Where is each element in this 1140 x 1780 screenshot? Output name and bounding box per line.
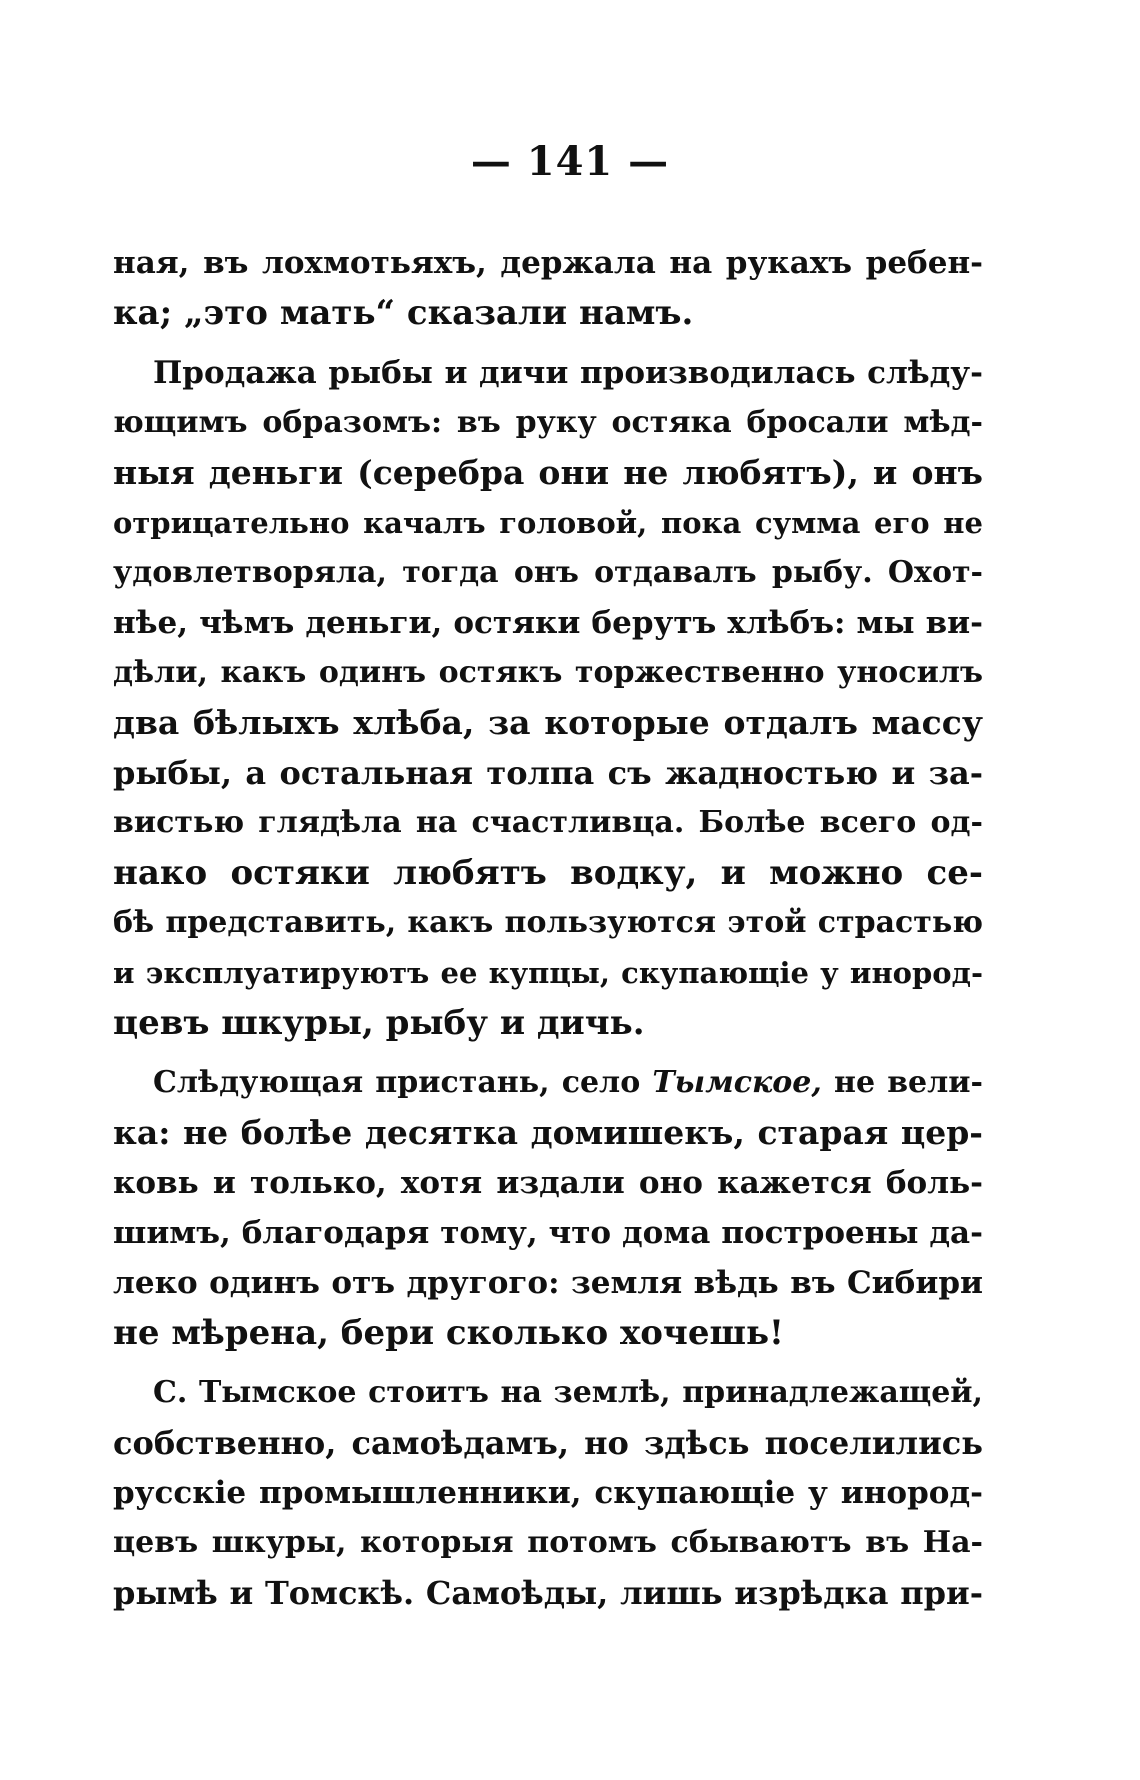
text-line: отрицательно качалъ головой, пока сумма его не [113,506,983,540]
text-line: и эксплуатируютъ ее купцы, скупающіе у инород- [113,956,983,990]
text-line: два бѣлыхъ хлѣба, за которые отдалъ массу [113,703,983,742]
page-number: — 141 — [470,138,670,185]
paragraph [113,1058,983,1358]
paragraph [113,238,983,338]
text-line: удовлетворяла, тогда онъ отдавалъ рыбу. Охот- [113,555,983,590]
paragraph [113,348,983,1048]
text-line: дѣли, какъ одинъ остякъ торжественно уносилъ [113,655,983,690]
text-line: нѣе, чѣмъ деньги, остяки берутъ хлѣбъ: мы ви- [113,605,983,641]
text-line: ка: не болѣе десятка домишекъ, старая цер- [113,1113,983,1152]
text-line: ка; „это мать“ сказали намъ. [113,293,694,333]
text-line: рымѣ и Томскѣ. Самоѣды, лишь изрѣдка при- [113,1574,983,1612]
text-line: цевъ шкуры, рыбу и дичь. [113,1003,645,1043]
text-line: ковь и только, хотя издали оно кажется боль- [113,1165,983,1201]
text-line: русскіе промышленники, скупающіе у инород- [113,1475,983,1511]
text-line: рыбы, а остальная толпа съ жадностью и за- [113,754,983,792]
text-line: ющимъ образомъ: въ руку остяка бросали мѣд- [113,405,983,440]
text-line: не мѣрена, бери сколько хочешь! [113,1313,784,1353]
text-line: цевъ шкуры, которыя потомъ сбываютъ въ На- [113,1525,983,1560]
text-line: Слѣдующая пристань, село Тымское, не вели- [153,1065,983,1100]
text-line: С. Тымское стоитъ на землѣ, принадлежащей, [153,1375,983,1410]
body-text [113,238,983,1618]
text-line: ныя деньги (серебра они не любятъ), и онъ [113,453,983,492]
text-line: ная, въ лохмотьяхъ, держала на рукахъ ребен- [113,245,983,281]
text-line: вистью глядѣла на счастливца. Болѣе всего од- [113,805,983,840]
text-line: леко одинъ отъ другого: земля вѣдь въ Сибири [113,1265,983,1301]
text-line: шимъ, благодаря тому, что дома построены да- [113,1215,983,1251]
text-line: нако остяки любятъ водку, и можно се- [113,853,983,893]
paragraph [113,1368,983,1618]
text-line: бѣ представить, какъ пользуются этой страстью [113,905,983,940]
text-line: собственно, самоѣдамъ, но здѣсь поселились [113,1424,983,1462]
text-line: Продажа рыбы и дичи производилась слѣду- [153,355,983,391]
